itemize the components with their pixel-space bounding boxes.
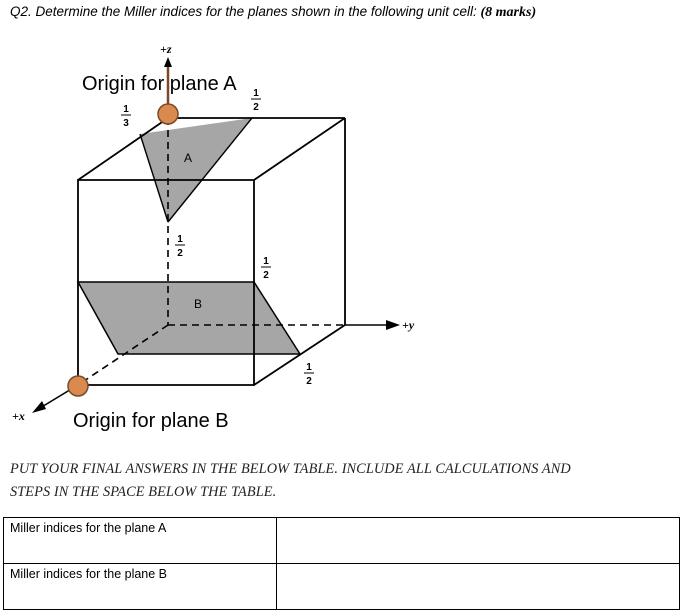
instructions-line-1: PUT YOUR FINAL ANSWERS IN THE BELOW TABLE. INCLUDE ALL CALCULATIONS AND	[10, 461, 571, 477]
svg-text:1: 1	[306, 362, 312, 373]
question-heading	[10, 4, 536, 21]
z-axis-label: +z	[160, 42, 172, 56]
svg-text:2: 2	[263, 270, 269, 281]
x-axis-arrowhead	[32, 401, 46, 413]
svg-text:1: 1	[263, 256, 269, 267]
question-marks: (8 marks)	[480, 5, 537, 20]
plane-b-indices-answer[interactable]	[277, 564, 680, 610]
svg-text:3: 3	[123, 118, 129, 129]
plane-a-indices-answer[interactable]	[277, 518, 680, 564]
origin-a-dot	[158, 104, 178, 124]
svg-text:2: 2	[177, 248, 183, 259]
svg-text:1: 1	[253, 88, 259, 99]
fraction-third	[121, 104, 131, 129]
svg-text:2: 2	[306, 376, 312, 387]
question-text: Q2. Determine the Miller indices for the planes shown in the following unit cell:	[10, 4, 477, 19]
svg-text:1: 1	[177, 234, 183, 245]
plane-a	[140, 118, 252, 222]
answers-table	[3, 517, 680, 610]
y-axis-label: +y	[402, 318, 415, 332]
svg-text:2: 2	[253, 102, 259, 113]
instructions	[10, 458, 689, 504]
instructions-line-2: STEPS IN THE SPACE BELOW THE TABLE.	[10, 484, 277, 500]
fraction-half-mid	[175, 234, 185, 259]
plane-b-indices-label: Miller indices for the plane B	[4, 564, 277, 610]
x-axis-label: +x	[12, 409, 25, 423]
z-axis-arrowhead	[164, 57, 172, 67]
fraction-half-top	[251, 88, 261, 113]
table-row	[4, 518, 680, 564]
fraction-half-right	[261, 256, 271, 281]
svg-text:1: 1	[123, 104, 129, 115]
plane-b	[78, 282, 300, 354]
table-row	[4, 564, 680, 610]
fraction-half-bottom	[304, 362, 314, 387]
plane-b-label: B	[194, 297, 203, 311]
origin-b-dot	[68, 376, 88, 396]
y-axis-arrowhead	[386, 320, 400, 330]
origin-b-label: Origin for plane B	[73, 410, 229, 432]
plane-a-label: A	[184, 151, 193, 165]
unit-cell-diagram	[0, 30, 689, 440]
plane-a-indices-label: Miller indices for the plane A	[4, 518, 277, 564]
origin-a-label: Origin for plane A	[82, 73, 237, 95]
